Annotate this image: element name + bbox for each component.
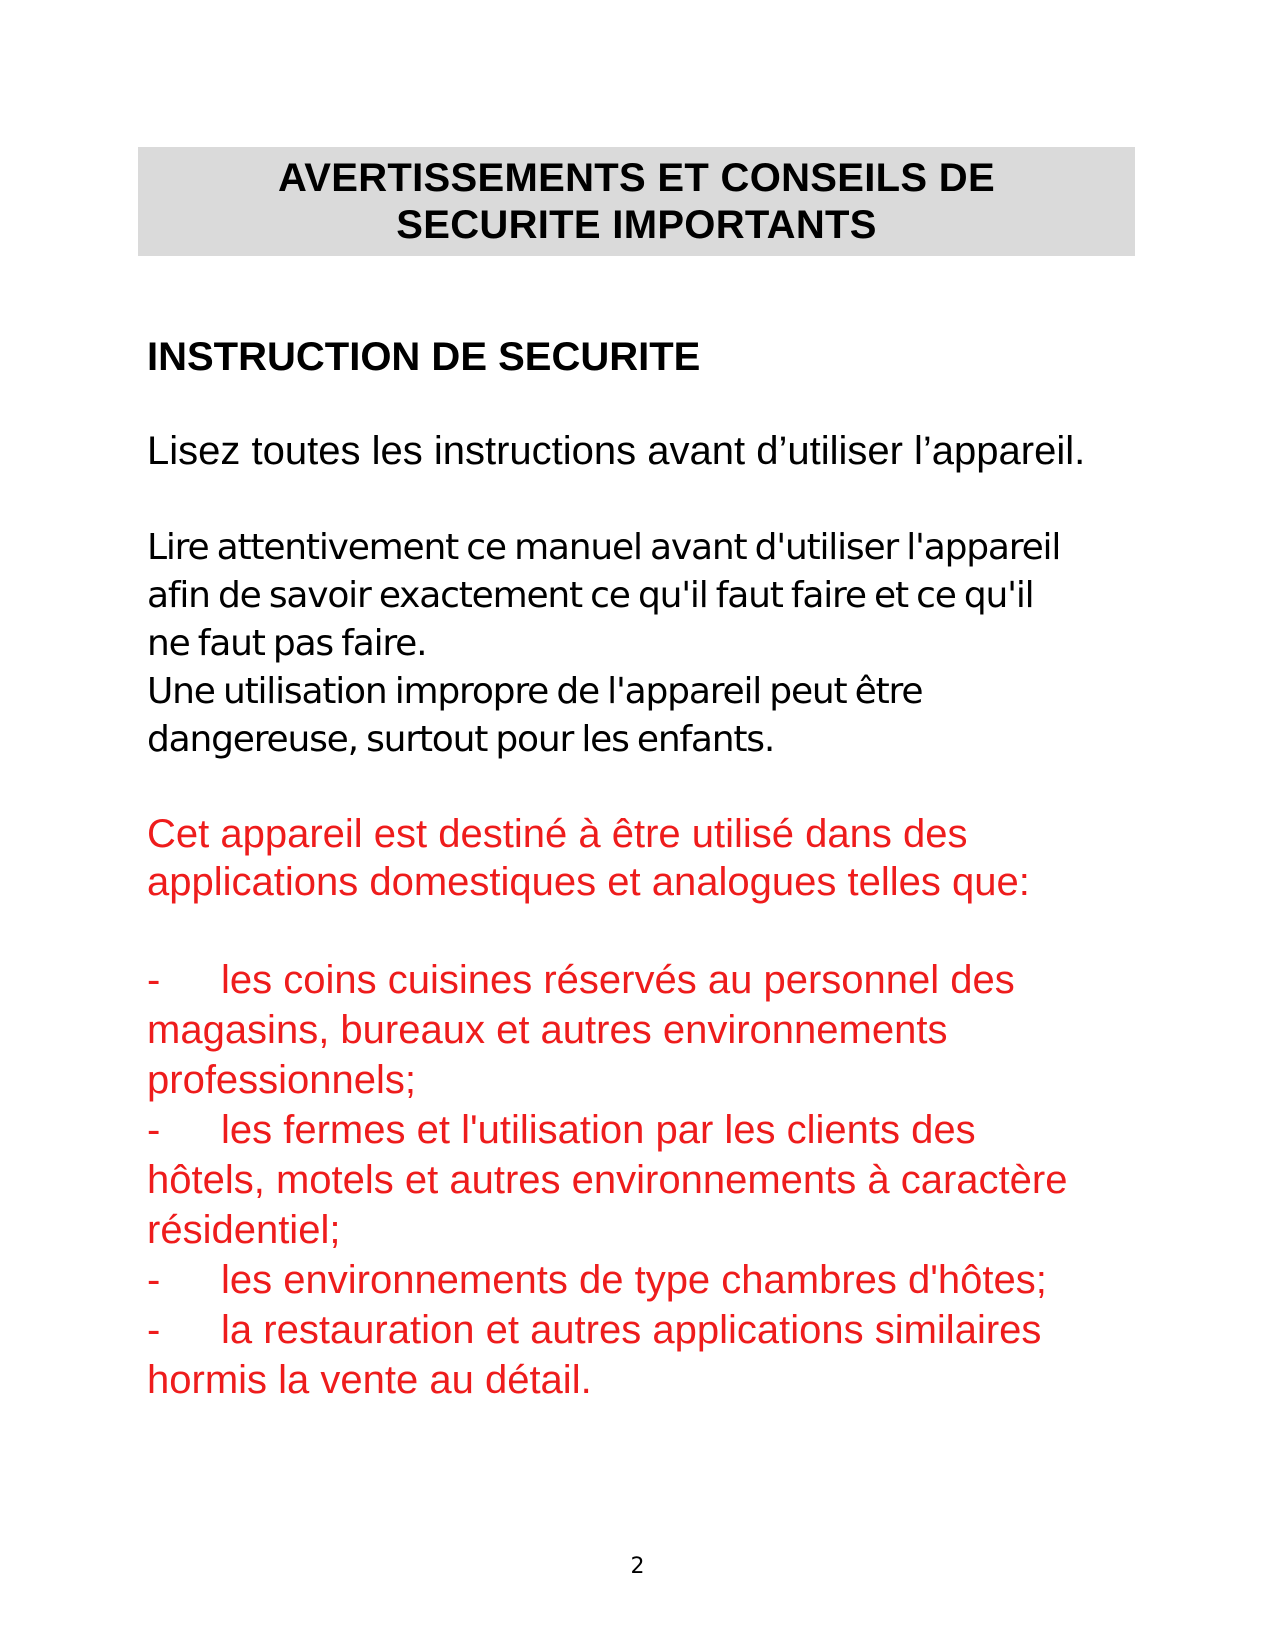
manual-line: ne faut pas faire.	[147, 623, 427, 664]
intended-use-line: Cet appareil est destiné à être utilisé dans des	[147, 812, 968, 856]
intended-use-line: applications domestiques et analogues telles que:	[147, 860, 1030, 904]
page-number: 2	[630, 1554, 645, 1579]
header-banner	[138, 147, 1135, 256]
list-bullet: -	[147, 1258, 161, 1302]
manual-paragraph	[147, 524, 1060, 764]
list-item-text: les coins cuisines réservés au personnel des	[221, 958, 1015, 1002]
list-item-text: professionnels;	[147, 1058, 417, 1102]
manual-line: afin de savoir exactement ce qu'il faut faire et ce qu'il	[147, 575, 1034, 616]
list-item-text: magasins, bureaux et autres environnements	[147, 1008, 948, 1052]
banner-title-line-2: SECURITE IMPORTANTS	[396, 203, 877, 247]
list-bullet: -	[147, 958, 161, 1002]
list-item-text: hôtels, motels et autres environnements à caractère	[147, 1158, 1068, 1202]
list-item-text: les fermes et l'utilisation par les clients des	[221, 1108, 976, 1152]
list-bullet: -	[147, 1108, 161, 1152]
usage-list	[147, 955, 1067, 1405]
manual-line: Lire attentivement ce manuel avant d'utiliser l'appareil	[147, 527, 1061, 568]
list-item-text: résidentiel;	[147, 1208, 341, 1252]
list-item	[147, 1305, 1067, 1405]
list-item-text: hormis la vente au détail.	[147, 1358, 592, 1402]
list-bullet: -	[147, 1308, 161, 1352]
manual-line: Une utilisation impropre de l'appareil peut être	[147, 671, 923, 712]
list-item-text: les environnements de type chambres d'hôtes;	[221, 1258, 1047, 1302]
intro-sentence: Lisez toutes les instructions avant d’utiliser l’appareil.	[147, 429, 1086, 473]
banner-title-line-1: AVERTISSEMENTS ET CONSEILS DE	[278, 156, 995, 200]
intended-use-paragraph	[147, 810, 1030, 906]
list-item-text: la restauration et autres applications similaires	[221, 1308, 1042, 1352]
manual-line: dangereuse, surtout pour les enfants.	[147, 719, 775, 760]
list-item	[147, 955, 1067, 1105]
list-item	[147, 1105, 1067, 1255]
section-title: INSTRUCTION DE SECURITE	[147, 335, 701, 379]
list-item	[147, 1255, 1067, 1305]
